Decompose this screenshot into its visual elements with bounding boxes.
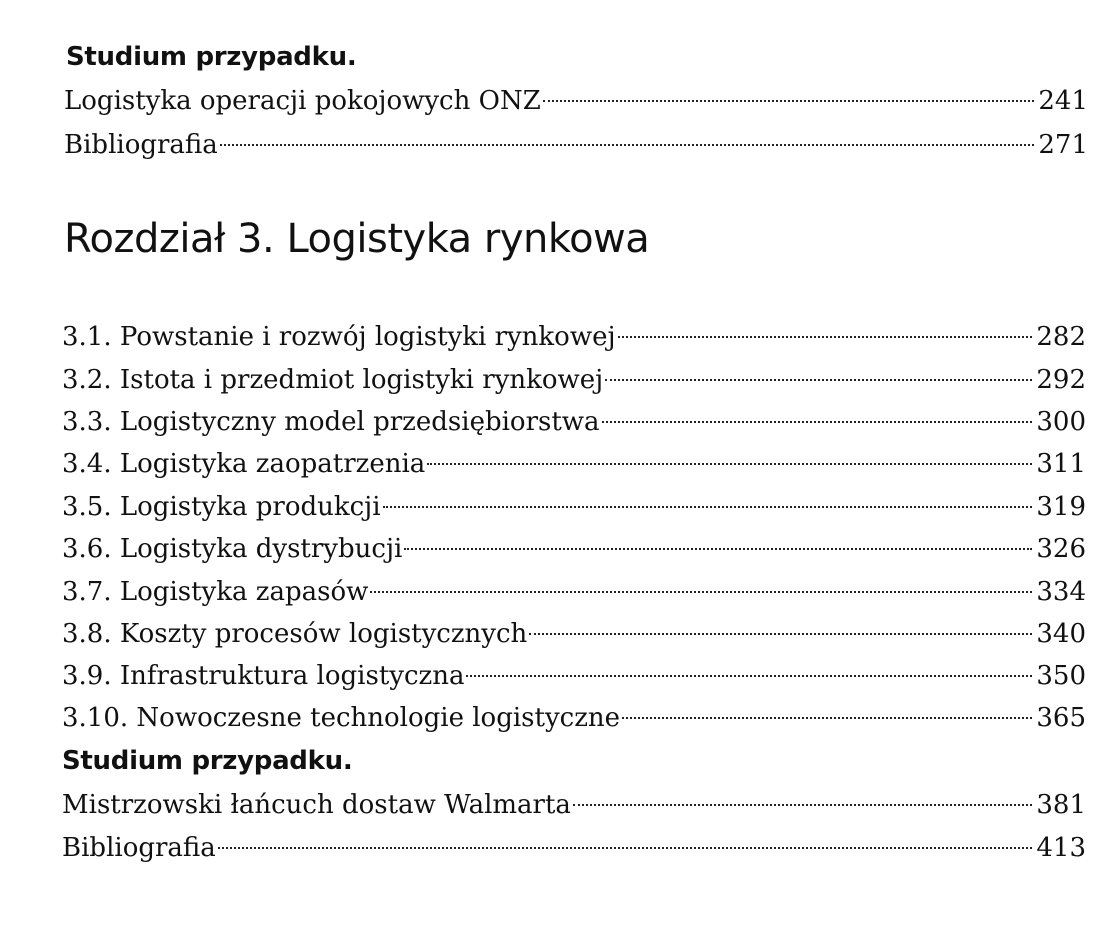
toc-entry[interactable]: [62, 784, 1086, 826]
toc-entry-page: 311: [1036, 449, 1086, 479]
toc-entry[interactable]: [62, 486, 1086, 528]
dot-leader: [618, 336, 1033, 338]
toc-entry-page: 350: [1036, 661, 1086, 691]
toc-entry-page: 326: [1036, 534, 1086, 564]
toc-entry[interactable]: [62, 697, 1086, 739]
toc-entry-title: 3.8. Koszty procesów logistycznych: [62, 619, 528, 649]
dot-leader: [543, 100, 1035, 102]
toc-entry-title: 3.4. Logistyka zaopatrzenia: [62, 449, 426, 479]
dot-leader: [622, 717, 1032, 719]
toc-entry[interactable]: [62, 613, 1086, 655]
toc-entry-title: Logistyka operacji pokojowych ONZ: [64, 86, 541, 116]
toc-entry-page: 365: [1036, 703, 1086, 733]
toc-entry[interactable]: [62, 316, 1086, 358]
dot-leader: [602, 421, 1033, 423]
toc-entry[interactable]: [62, 655, 1086, 697]
toc-entry-page: 413: [1036, 833, 1086, 863]
toc-entry-page: 319: [1036, 492, 1086, 522]
toc-entry-title: 3.6. Logistyka dystrybucji: [62, 534, 403, 564]
toc-entry-page: 292: [1036, 365, 1086, 395]
toc-entry-title: 3.2. Istota i przedmiot logistyki rynkowej: [62, 365, 604, 395]
dot-leader: [466, 675, 1032, 677]
dot-leader: [427, 463, 1032, 465]
toc-entry-title: 3.3. Logistyczny model przedsiębiorstwa: [62, 407, 600, 437]
toc-entry[interactable]: [62, 401, 1086, 443]
toc-entry-title: 3.5. Logistyka produkcji: [62, 492, 381, 522]
case-study-heading: Studium przypadku.: [66, 42, 357, 72]
toc-entry-page: 241: [1038, 86, 1088, 116]
dot-leader: [573, 804, 1032, 806]
toc-entry-title: Bibliografia: [62, 833, 216, 863]
dot-leader: [218, 847, 1033, 849]
dot-leader: [220, 144, 1035, 146]
toc-entry[interactable]: [62, 827, 1086, 869]
toc-entry-page: 271: [1038, 130, 1088, 160]
toc-entry[interactable]: [62, 359, 1086, 401]
toc-entry-page: 334: [1036, 577, 1086, 607]
toc-entry[interactable]: [62, 443, 1086, 485]
toc-entry-page: 282: [1036, 322, 1086, 352]
toc-entry-page: 381: [1036, 790, 1086, 820]
dot-leader: [383, 506, 1033, 508]
toc-entry-title: Mistrzowski łańcuch dostaw Walmarta: [62, 790, 571, 820]
toc-entry[interactable]: [62, 528, 1086, 570]
toc-entry-title: 3.9. Infrastruktura logistyczna: [62, 661, 465, 691]
toc-entry-title: Bibliografia: [64, 130, 218, 160]
toc-entry-page: 300: [1036, 407, 1086, 437]
toc-entry-page: 340: [1036, 619, 1086, 649]
toc-entry[interactable]: [64, 80, 1088, 122]
dot-leader: [605, 379, 1032, 381]
toc-entry-title: 3.7. Logistyka zapasów: [62, 577, 369, 607]
case-study-heading: Studium przypadku.: [62, 746, 353, 776]
toc-entry[interactable]: [64, 124, 1088, 166]
toc-entry-title: 3.10. Nowoczesne technologie logistyczne: [62, 703, 621, 733]
dot-leader: [404, 548, 1032, 550]
chapter-title: Rozdział 3. Logistyka rynkowa: [64, 216, 650, 262]
dot-leader: [529, 633, 1032, 635]
dot-leader: [370, 591, 1032, 593]
toc-entry-title: 3.1. Powstanie i rozwój logistyki rynkowej: [62, 322, 616, 352]
toc-entry[interactable]: [62, 571, 1086, 613]
